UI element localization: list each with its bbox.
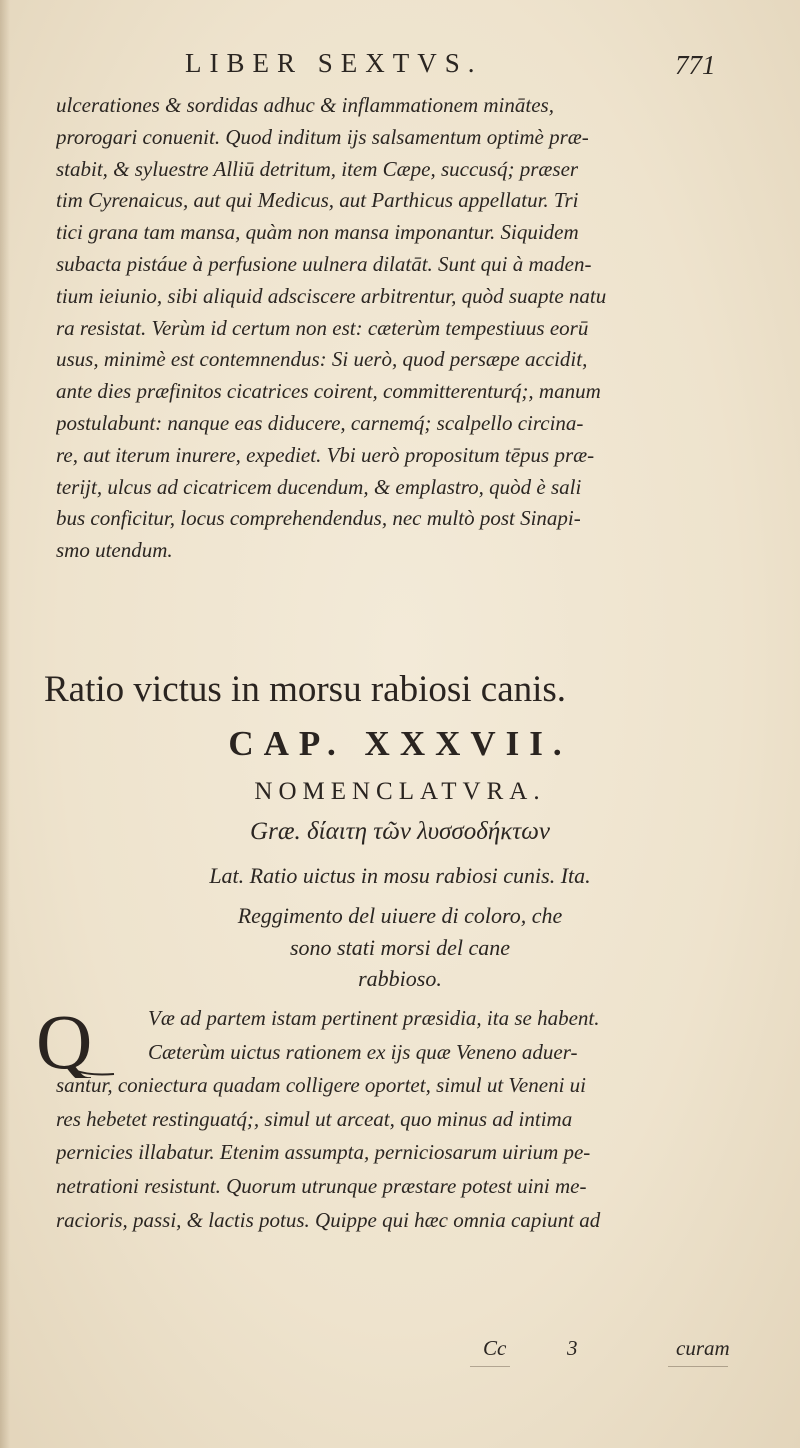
paragraph-chapter xyxy=(56,1002,772,1237)
text-line: smo utendum. xyxy=(56,538,173,563)
text-line: prorogari conuenit. Quod inditum ijs salsamentum optimè præ- xyxy=(56,124,589,149)
drop-cap-letter: Q xyxy=(36,1002,93,1078)
text-line: usus, minimè est contemnendus: Si uerò, quod persæpe accidit, xyxy=(56,347,588,372)
text-line: ulcerationes & sordidas adhuc & inflammationem minātes, xyxy=(56,93,554,117)
italian-name-line: sono stati morsi del cane xyxy=(290,935,510,960)
folio-number: 771 xyxy=(675,50,716,80)
text-line: postulabunt: nanque eas diducere, carnemq́; scalpello circina- xyxy=(56,410,584,435)
running-title: LIBER SEXTVS. xyxy=(185,48,483,78)
text-line: stabit, & syluestre Alliū detritum, item Cæpe, succusq́; præser xyxy=(56,156,579,181)
signature-mark: Cc xyxy=(483,1336,507,1360)
chapter-number: CAP. XXXVII. xyxy=(228,724,572,763)
italian-name-line: rabbioso. xyxy=(358,966,442,991)
text-line: racioris, passi, & lactis potus. Quippe qui hæc omnia capiunt ad xyxy=(56,1207,601,1232)
signature-number: 3 xyxy=(567,1336,578,1360)
underline-mark xyxy=(668,1366,728,1367)
chapter-title: Ratio victus in morsu rabiosi canis. xyxy=(44,669,567,710)
text-line: res hebetet restinguatq́;, simul ut arceat, quo minus ad intima xyxy=(56,1106,573,1131)
latin-name: Lat. Ratio uictus in mosu rabiosi cunis. Ita. xyxy=(209,863,591,888)
text-line: ante dies præfinitos cicatrices coirent, committerenturq́;, manum xyxy=(56,379,601,404)
text-line: Cæterùm uictus rationem ex ijs quæ Veneno aduer- xyxy=(148,1039,578,1064)
text-line: pernicies illabatur. Etenim assumpta, perniciosarum uirium pe- xyxy=(56,1140,591,1165)
text-line: bus conficitur, locus comprehendendus, nec multò post Sinapi- xyxy=(56,506,581,531)
catchword: curam xyxy=(676,1336,730,1360)
text-line: re, aut iterum inurere, expediet. Vbi uerò propositum tēpus præ- xyxy=(56,442,595,467)
text-line: ra resistat. Verùm id certum non est: cæterùm tempestiuus eorū xyxy=(56,315,589,340)
text-line: tium ieiunio, sibi aliquid adsciscere arbitrentur, quòd suapte natu xyxy=(56,283,607,308)
underline-mark xyxy=(470,1366,510,1367)
text-line: tim Cyrenaicus, aut qui Medicus, aut Parthicus appellatur. Tri xyxy=(56,188,579,213)
paragraph-continued xyxy=(56,90,772,567)
signature-line xyxy=(0,1336,800,1366)
text-line: subacta pistáue à perfusione uulnera dilatāt. Sunt qui à maden- xyxy=(56,251,592,276)
text-line: santur, coniectura quadam colligere oportet, simul ut Veneni ui xyxy=(56,1073,586,1098)
text-line: tici grana tam mansa, quàm non mansa imponantur. Siquidem xyxy=(56,220,579,245)
running-head xyxy=(0,48,800,88)
greek-name: Græ. δίαιτη τῶν λυσσοδήκτων xyxy=(250,818,550,845)
text-line: Væ ad partem istam pertinent præsidia, ita se habent. xyxy=(148,1006,600,1030)
nomenclatura-heading: NOMENCLATVRA. xyxy=(254,778,546,805)
text-line: terijt, ulcus ad cicatricem ducendum, & emplastro, quòd è sali xyxy=(56,474,582,499)
italian-name-line: Reggimento del uiuere di coloro, che xyxy=(237,903,563,928)
text-line: netrationi resistunt. Quorum utrunque præstare potest uini me- xyxy=(56,1173,587,1198)
